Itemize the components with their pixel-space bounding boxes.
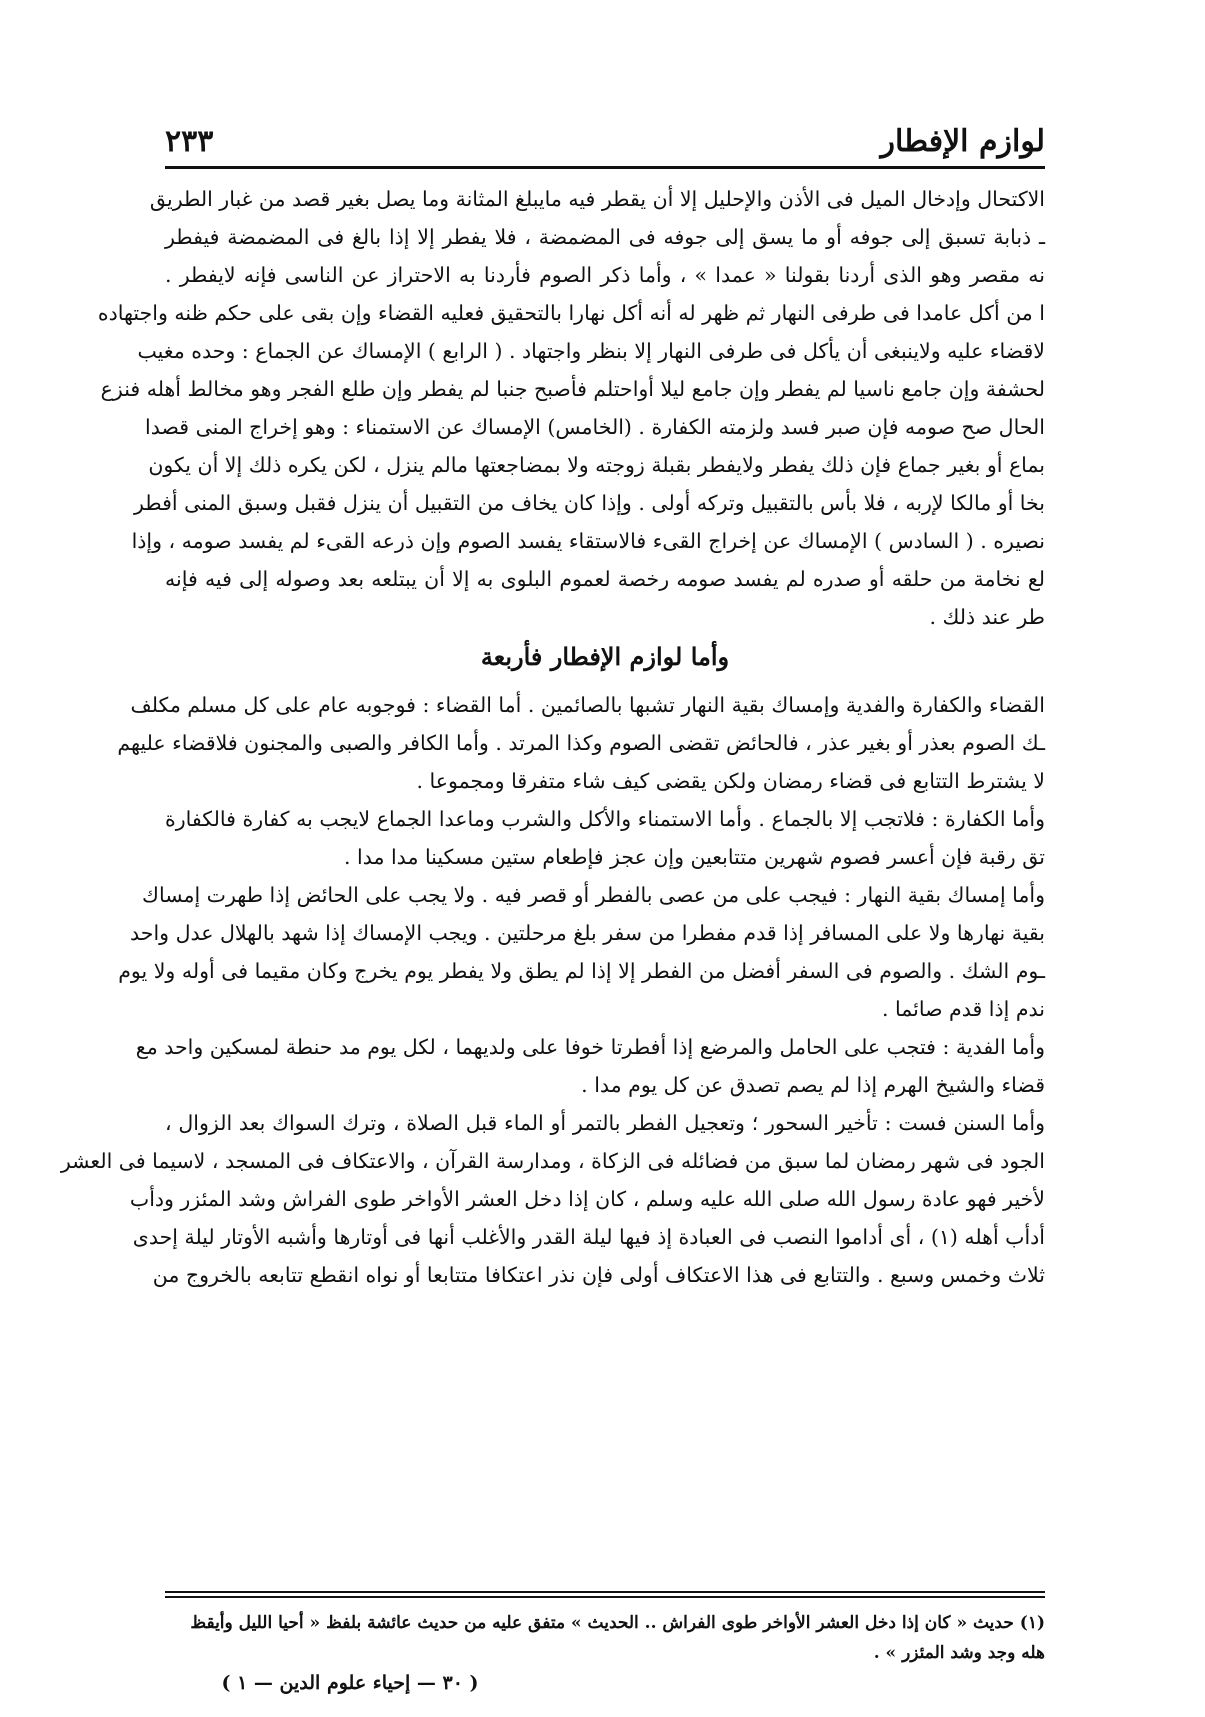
text-line: لأخير فهو عادة رسول الله صلى الله عليه وسلم ، كان إذا دخل العشر الأواخر طوى الفراش وشد المئزر ودأب <box>129 1187 1045 1211</box>
text-line: الاكتحال وإدخال الميل فى الأذن والإحليل إلا أن يقطر فيه مايبلغ المثانة وما يصل بغير قصد من غبار الطريق <box>149 187 1045 211</box>
text-line: ندم إذا قدم صائما . <box>882 997 1045 1021</box>
text-line: ـوم الشك . والصوم فى السفر أفضل من الفطر إلا إذا لم يطق ولا يفطر يوم يخرج وكان مقيما فى أوله ولا يوم <box>118 959 1045 983</box>
text-line: لحشفة وإن جامع ناسيا لم يفطر وإن جامع ليلا أواحتلم فأصبح جنبا لم يفطر وإن طلع الفجر وهو مخالط أهله فنزع <box>100 377 1045 401</box>
page-header <box>165 118 1045 164</box>
text-line: لا يشترط التتابع فى قضاء رمضان ولكن يقضى كيف شاء متفرقا ومجموعا . <box>416 769 1045 793</box>
text-line: نه مقصر وهو الذى أردنا بقولنا « عمدا » ، وأما ذكر الصوم فأردنا به الاحتراز عن الناسى فإنه لايفطر . <box>165 263 1045 287</box>
main-text <box>60 180 1045 1294</box>
page-number: ٢٣٣ <box>165 123 214 159</box>
footnote-rule-thin <box>165 1596 1045 1598</box>
text-line: أدأب أهله (١) ، أى أداموا النصب فى العبادة إذ فيها ليلة القدر والأغلب أنها فى أوتارها وأشبه الأوتار ليلة إحدى <box>132 1225 1045 1249</box>
header-rule <box>165 166 1045 169</box>
text-line: ثلاث وخمس وسبع . والتتابع فى هذا الاعتكاف أولى فإن نذر اعتكافا متتابعا أو نواه انقطع تتابعه بالخروج من <box>152 1263 1045 1287</box>
text-line: نصيره . ( السادس ) الإمساك عن إخراج القىء فالاستقاء يفسد الصوم وإن ذرعه القىء لم يفسد صومه ، وإذا <box>131 529 1045 553</box>
text-line: لع نخامة من حلقه أو صدره لم يفسد صومه رخصة لعموم البلوى به إلا أن يبتلعه بعد وصوله إلى فيه فإنه <box>165 567 1045 591</box>
printer-signature: ( ٣٠ — إحياء علوم الدين — ١ ) <box>221 1672 479 1694</box>
text-line: الحال صح صومه فإن صبر فسد ولزمته الكفارة . (الخامس) الإمساك عن الاستمناء : وهو إخراج المنى قصدا <box>145 415 1045 439</box>
text-line: قضاء والشيخ الهرم إذا لم يصم تصدق عن كل يوم مدا . <box>581 1073 1045 1097</box>
text-line: لاقضاء عليه ولاينبغى أن يأكل فى طرفى النهار إلا بنظر واجتهاد . ( الرابع ) الإمساك عن الجماع : وحده مغيب <box>137 339 1045 363</box>
text-line: الجود فى شهر رمضان لما سبق من فضائله فى الزكاة ، ومدارسة القرآن ، والاعتكاف فى المسجد ، لاسيما فى العشر <box>60 1149 1045 1173</box>
footnote-rule <box>165 1591 1045 1593</box>
text-line: ا من أكل عامدا فى طرفى النهار ثم ظهر له أنه أكل نهارا بالتحقيق فعليه القضاء وإن بقى على حكم ظنه واجتهاده <box>97 301 1045 325</box>
text-line: ـ ذبابة تسبق إلى جوفه أو ما يسق إلى جوفه فى المضمضة ، فلا يفطر إلا إذا بالغ فى المضمضة فيفطر <box>165 225 1045 249</box>
footnote-line: (١) حديث « كان إذا دخل العشر الأواخر طوى الفراش .. الحديث » متفق عليه من حديث عائشة بلفظ « أحيا الليل وأيقظ <box>190 1613 1045 1633</box>
footnote-line: هله وجد وشد المئزر » . <box>873 1643 1045 1663</box>
running-title: لوازم الإفطار <box>880 123 1045 159</box>
text-line: بقية نهارها ولا على المسافر إذا قدم مفطرا من سفر بلغ مرحلتين . ويجب الإمساك إذا شهد بالهلال عدل واحد <box>130 921 1045 945</box>
text-line: ـك الصوم بعذر أو بغير عذر ، فالحائض تقضى الصوم وكذا المرتد . وأما الكافر والصبى والمجنون فلاقضاء عليهم <box>117 731 1045 755</box>
text-line: وأما إمساك بقية النهار : فيجب على من عصى بالفطر أو قصر فيه . ولا يجب على الحائض إذا طهرت إمساك <box>142 883 1045 907</box>
footnote <box>165 1608 1045 1668</box>
text-line: بماع أو بغير جماع فإن ذلك يفطر ولايفطر بقبلة زوجته ولا بمضاجعتها مالم ينزل ، لكن يكره ذلك إلا أن يكون <box>148 453 1045 477</box>
text-line: طر عند ذلك . <box>929 605 1045 629</box>
text-line: وأما الكفارة : فلاتجب إلا بالجماع . وأما الاستمناء والأكل والشرب وماعدا الجماع لايجب به كفارة فالكفارة <box>165 807 1045 831</box>
text-line: وأما الفدية : فتجب على الحامل والمرضع إذا أفطرتا خوفا على ولديهما ، لكل يوم مد حنطة لمسكين واحد مع <box>135 1035 1045 1059</box>
text-line: تق رقبة فإن أعسر فصوم شهرين متتابعين وإن عجز فإطعام ستين مسكينا مدا مدا . <box>344 845 1045 869</box>
text-line: بخا أو مالكا لإربه ، فلا بأس بالتقبيل وتركه أولى . وإذا كان يخاف من التقبيل أن ينزل فقبل وسبق المنى أفطر <box>133 491 1045 515</box>
text-line: وأما السنن فست : تأخير السحور ؛ وتعجيل الفطر بالتمر أو الماء قبل الصلاة ، وترك السواك بعد الزوال ، <box>165 1111 1045 1135</box>
text-line: القضاء والكفارة والفدية وإمساك بقية النهار تشبها بالصائمين . أما القضاء : فوجوبه عام على كل مسلم مكلف <box>130 693 1045 717</box>
section-heading: وأما لوازم الإفطار فأربعة <box>480 642 730 671</box>
